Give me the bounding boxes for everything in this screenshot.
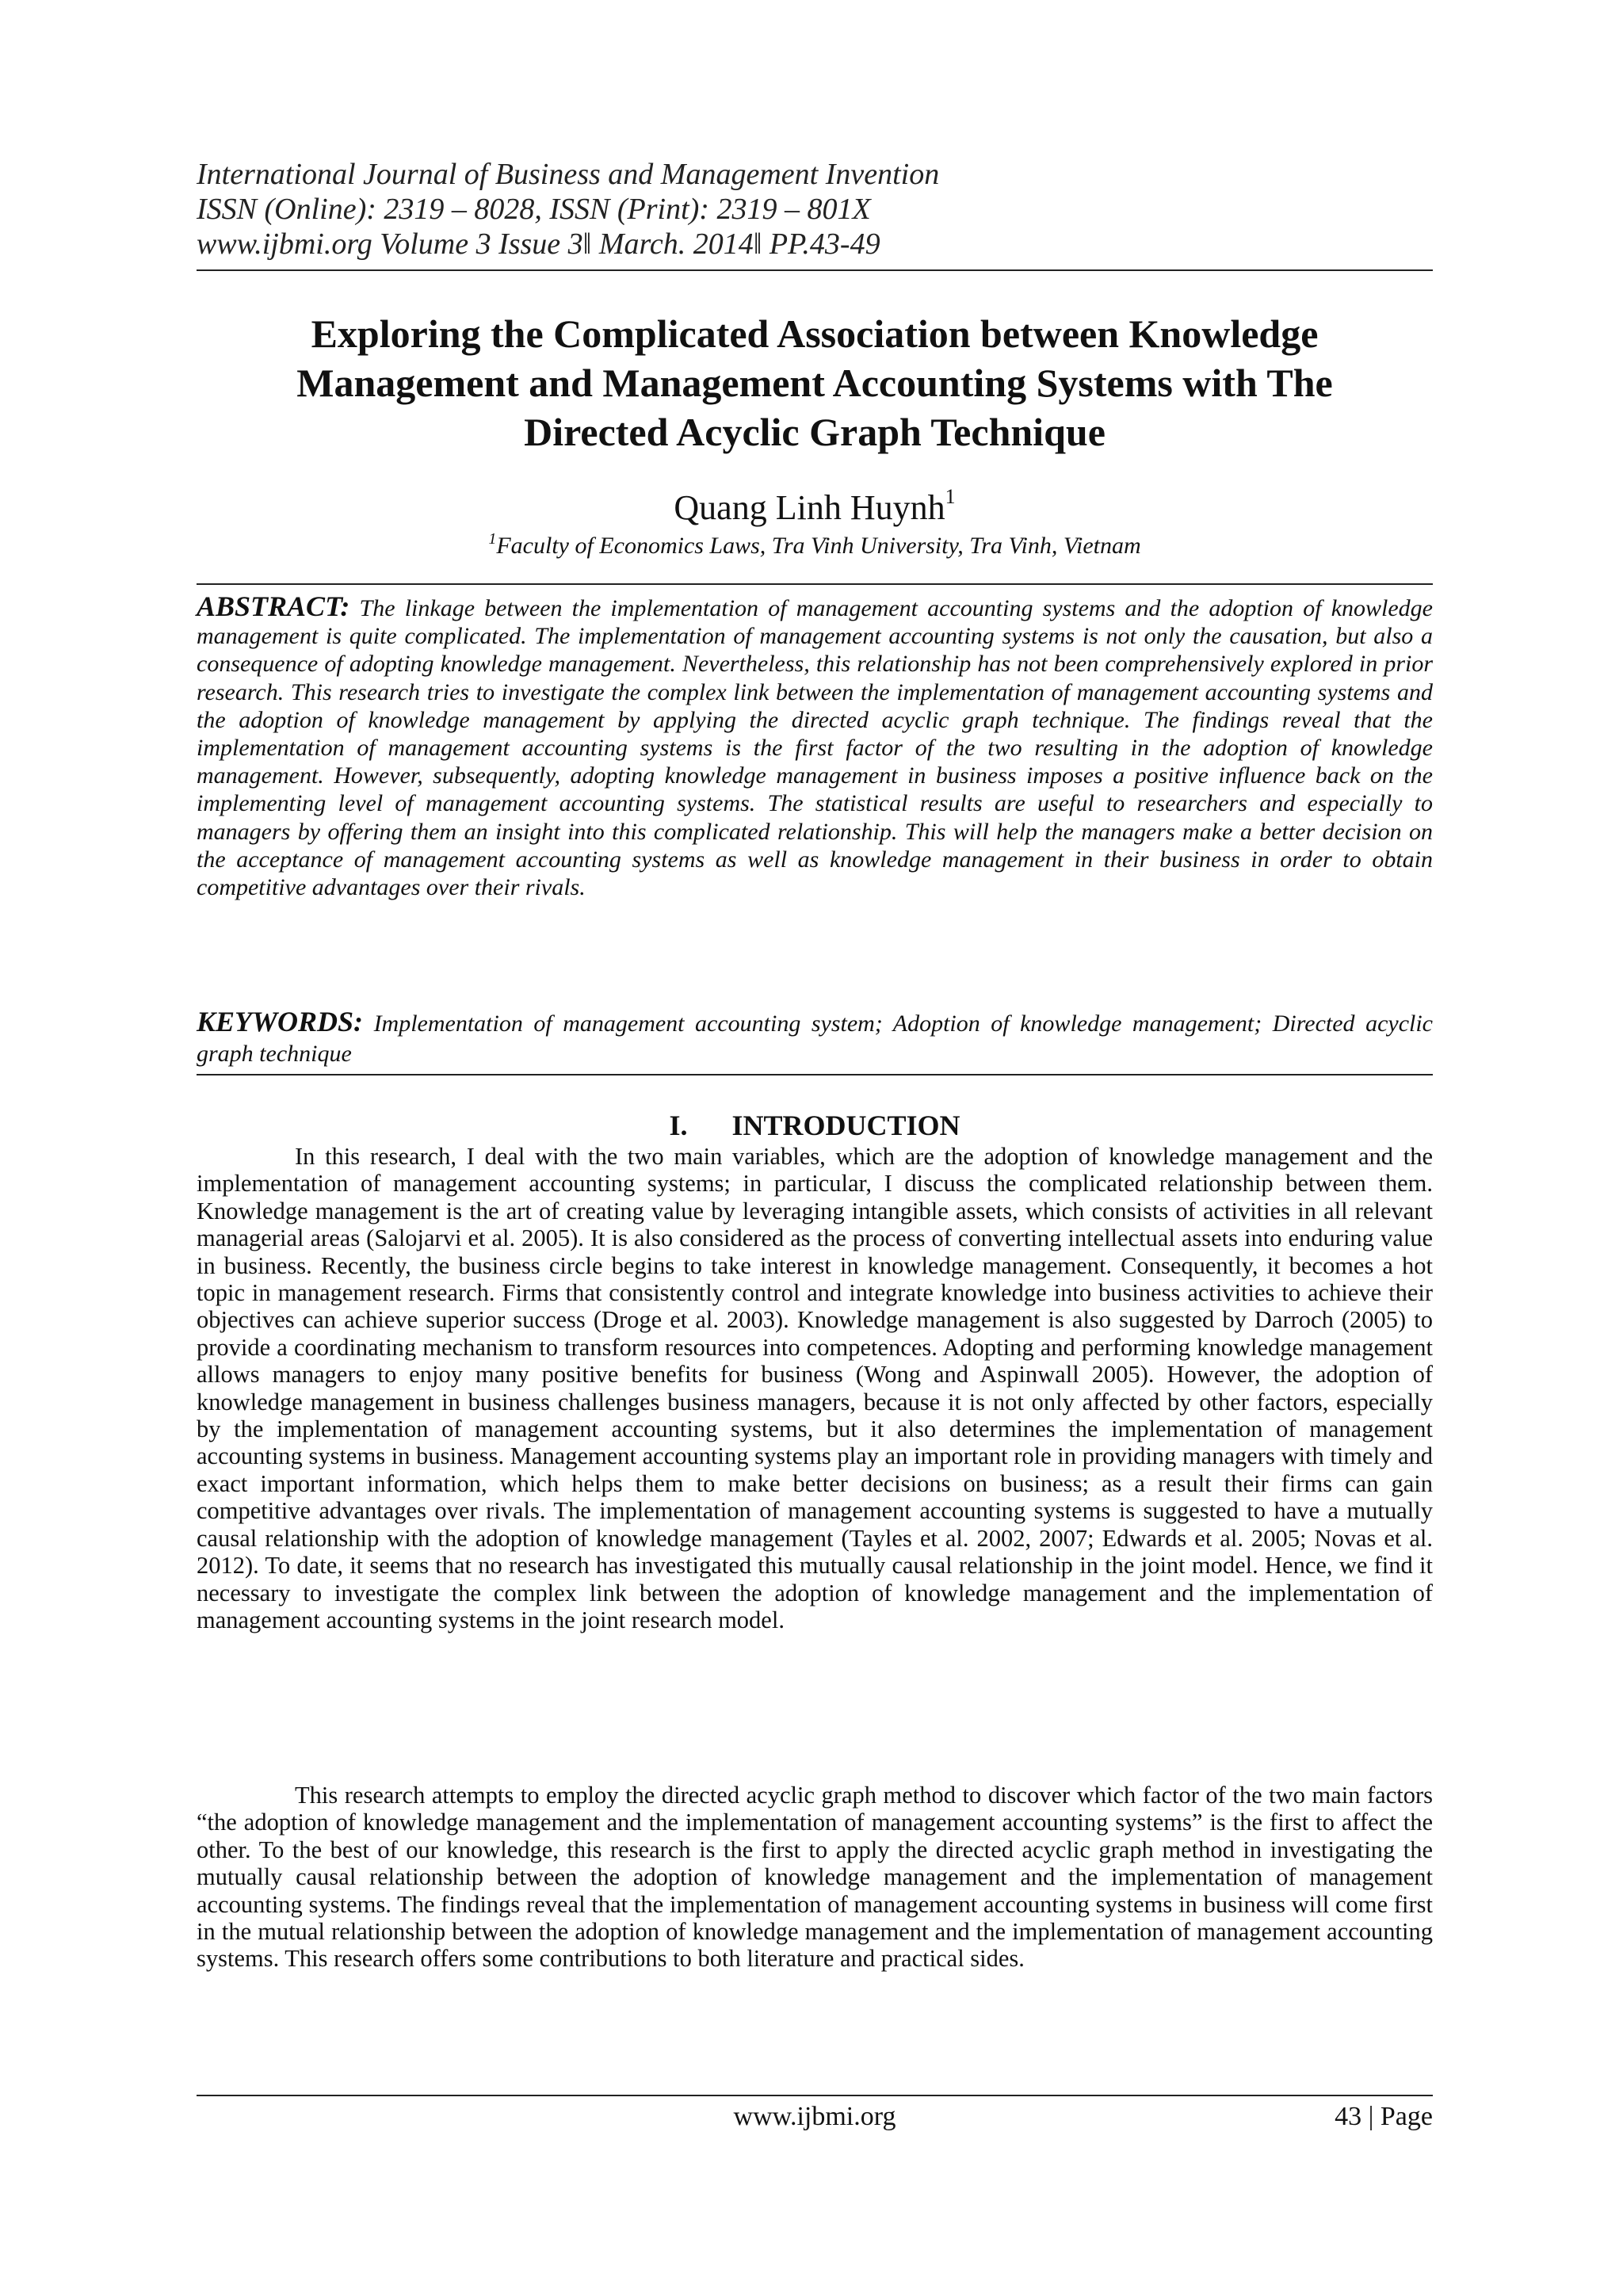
abstract-label: ABSTRACT: bbox=[197, 590, 350, 622]
paper-title bbox=[197, 309, 1433, 457]
keywords bbox=[197, 1007, 1433, 1069]
author bbox=[197, 487, 1433, 529]
section-heading-introduction bbox=[197, 1108, 1433, 1143]
title-line: Directed Acyclic Graph Technique bbox=[524, 410, 1106, 454]
abstract bbox=[197, 590, 1433, 901]
section-title: INTRODUCTION bbox=[731, 1110, 960, 1141]
page-number: 43 | Page bbox=[1335, 2102, 1433, 2131]
title-line: Management and Management Accounting Systems with The bbox=[296, 361, 1333, 405]
journal-issn: ISSN (Online): 2319 – 8028, ISSN (Print): 2319 – 801X bbox=[197, 193, 871, 226]
footer-divider bbox=[197, 2095, 1433, 2096]
journal-name: International Journal of Business and Management Invention bbox=[197, 158, 940, 191]
journal-header bbox=[197, 157, 1433, 262]
author-superscript: 1 bbox=[945, 485, 956, 508]
affiliation bbox=[197, 531, 1433, 561]
journal-volume: www.ijbmi.org Volume 3 Issue 3‖ March. 2014‖ PP.43-49 bbox=[197, 227, 880, 261]
header-divider bbox=[197, 269, 1433, 271]
title-line: Exploring the Complicated Association between Knowledge bbox=[311, 311, 1319, 356]
keywords-label: KEYWORDS: bbox=[197, 1006, 364, 1037]
intro-paragraph-1 bbox=[197, 1143, 1433, 1633]
abstract-text: The linkage between the implementation of management accounting systems and the adoption of knowledge management is quite complicated. The implementation of management accounting systems is not only the causation, but also a consequence of adopting knowledge management. Nevertheless, this relationship has not been comprehensively explored in prior research. This research tries to investigate the complex link between the implementation of management accounting systems and the adoption of knowledge management by applying the directed acyclic graph technique. The findings reveal that the implementation of management accounting systems is the first factor of the two resulting in the adoption of knowledge management. However, subsequently, adopting knowledge management in business imposes a positive influence back on the implementing level of management accounting systems. The statistical results are useful to researchers and especially to managers by offering them an insight into this complicated relationship. This will help the managers make a better decision on the acceptance of management accounting systems as well as knowledge management in their business in order to obtain competitive advantages over their rivals. bbox=[197, 595, 1433, 901]
paragraph-text: In this research, I deal with the two main variables, which are the adoption of knowledge management and the implementation of management accounting systems; in particular, I discuss the complicated relationship between them. Knowledge management is the art of creating value by leveraging intangible assets, which consists of activities in all relevant managerial areas (Salojarvi et al. 2005). It is also considered as the process of converting intellectual assets into enduring value in business. Recently, the business circle begins to take interest in knowledge management. Consequently, it becomes a hot topic in management research. Firms that consistently control and integrate knowledge into business activities to achieve their objectives can achieve superior success (Droge et al. 2003). Knowledge management is also suggested by Darroch (2005) to provide a coordinating mechanism to transform resources into competences. Adopting and performing knowledge management allows managers to enjoy many positive benefits for business (Wong and Aspinwall 2005). However, the adoption of knowledge management in business challenges business managers, because it is not only affected by other factors, especially by the implementation of management accounting systems, but it also determines the implementation of management accounting systems in business. Management accounting systems play an important role in providing managers with timely and exact important information, which helps them to make better decisions on business; as a result their firms can gain competitive advantages over rivals. The implementation of management accounting systems is suggested to have a mutually causal relationship with the adoption of knowledge management (Tayles et al. 2002, 2007; Edwards et al. 2005; Novas et al. 2012). To date, it seems that no research has investigated this mutually causal relationship in the joint model. Hence, we find it necessary to investigate the complex link between the adoption of knowledge management and the implementation of management accounting systems in the joint research model. bbox=[197, 1143, 1433, 1633]
footer-url: www.ijbmi.org bbox=[733, 2102, 896, 2131]
keywords-divider bbox=[197, 1074, 1433, 1075]
section-number: I. bbox=[669, 1110, 688, 1141]
keywords-text: Implementation of management accounting system; Adoption of knowledge management; Directed acyclic graph technique bbox=[197, 1010, 1433, 1067]
abstract-divider bbox=[197, 583, 1433, 585]
author-name: Quang Linh Huynh bbox=[674, 488, 945, 527]
intro-paragraph-2 bbox=[197, 1782, 1433, 1973]
affiliation-text: Faculty of Economics Laws, Tra Vinh University, Tra Vinh, Vietnam bbox=[496, 533, 1141, 559]
paragraph-text: This research attempts to employ the directed acyclic graph method to discover which factor of the two main factors “the adoption of knowledge management and the implementation of management accounting systems” is the first to affect the other. To the best of our knowledge, this research is the first to apply the directed acyclic graph method in investigating the mutually causal relationship between the adoption of knowledge management and the implementation of management accounting systems. The findings reveal that the implementation of management accounting systems in business will come first in the mutual relationship between the adoption of knowledge management and the implementation of management accounting systems. This research offers some contributions to both literature and practical sides. bbox=[197, 1782, 1433, 1973]
affiliation-superscript: 1 bbox=[488, 530, 497, 548]
